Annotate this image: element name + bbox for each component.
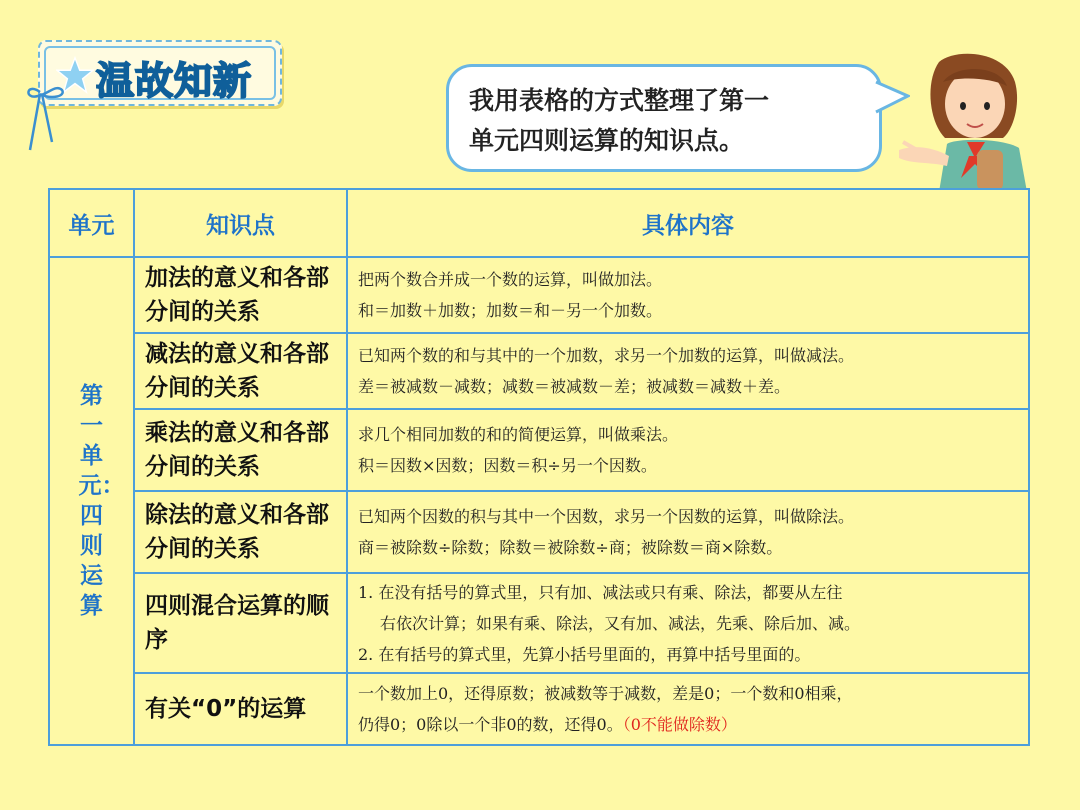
- section-badge: [38, 40, 282, 106]
- knowledge-table: [48, 188, 1030, 746]
- content-line-text: 仍得0；0除以一个非0的数，还得0。: [358, 715, 623, 734]
- ribbon-icon: [22, 80, 68, 160]
- unit-label: 第一单元：四则运算: [78, 383, 125, 619]
- knowledge-point: 有关“0”的运算: [134, 673, 347, 745]
- content-line: 商＝被除数÷除数；除数＝被除数÷商；被除数＝商×除数。: [358, 538, 783, 557]
- content-line: 已知两个因数的积与其中一个因数，求另一个因数的运算，叫做除法。: [358, 507, 855, 526]
- table-row: [49, 573, 1029, 673]
- knowledge-point: 加法的意义和各部分间的关系: [134, 257, 347, 333]
- content-cell: [347, 257, 1029, 333]
- table-header-row: [49, 189, 1029, 257]
- header-content: 具体内容: [347, 189, 1029, 257]
- unit-cell: [49, 257, 134, 745]
- content-line: 把两个数合并成一个数的运算，叫做加法。: [358, 270, 663, 289]
- content-line: 2. 在有括号的算式里，先算小括号里面的，再算中括号里面的。: [358, 644, 811, 664]
- content-cell: [347, 409, 1029, 491]
- content-line: 已知两个数的和与其中的一个加数，求另一个加数的运算，叫做减法。: [358, 346, 855, 365]
- table-row: [49, 673, 1029, 745]
- content-cell: [347, 333, 1029, 409]
- knowledge-point: 四则混合运算的顺序: [134, 573, 347, 673]
- table-row: [49, 333, 1029, 409]
- girl-illustration-icon: [895, 52, 1035, 192]
- content-line: 求几个相同加数的和的简便运算，叫做乘法。: [358, 425, 679, 444]
- table-row: [49, 409, 1029, 491]
- content-cell: [347, 491, 1029, 573]
- speech-bubble: [446, 64, 882, 172]
- badge-title: 温故知新: [96, 59, 253, 103]
- table-row: [49, 491, 1029, 573]
- header-unit: 单元: [49, 189, 134, 257]
- zero-divisor-note: （0不能做除数）: [622, 715, 737, 734]
- content-line: 右依次计算；如果有乘、除法，又有加、减法，先乘、除后加、减。: [380, 613, 861, 633]
- table-row: [49, 257, 1029, 333]
- header-knowledge-point: 知识点: [134, 189, 347, 257]
- knowledge-point: 乘法的意义和各部分间的关系: [134, 409, 347, 491]
- content-line: 积＝因数×因数；因数＝积÷另一个因数。: [358, 456, 657, 475]
- knowledge-point: 减法的意义和各部分间的关系: [134, 333, 347, 409]
- content-line: 一个数加上0，还得原数；被减数等于减数，差是0；一个数和0相乘，: [358, 684, 853, 703]
- content-line: 和＝加数＋加数；加数＝和－另一个加数。: [358, 301, 663, 320]
- content-cell: [347, 573, 1029, 673]
- content-cell: [347, 673, 1029, 745]
- knowledge-point: 除法的意义和各部分间的关系: [134, 491, 347, 573]
- content-line: 1. 在没有括号的算式里，只有加、减法或只有乘、除法，都要从左往: [358, 582, 843, 602]
- content-line: [358, 709, 1028, 740]
- content-line: 差＝被减数－减数；减数＝被减数－差；被减数＝减数＋差。: [358, 377, 791, 396]
- bubble-text: 我用表格的方式整理了第一 单元四则运算的知识点。: [469, 86, 770, 155]
